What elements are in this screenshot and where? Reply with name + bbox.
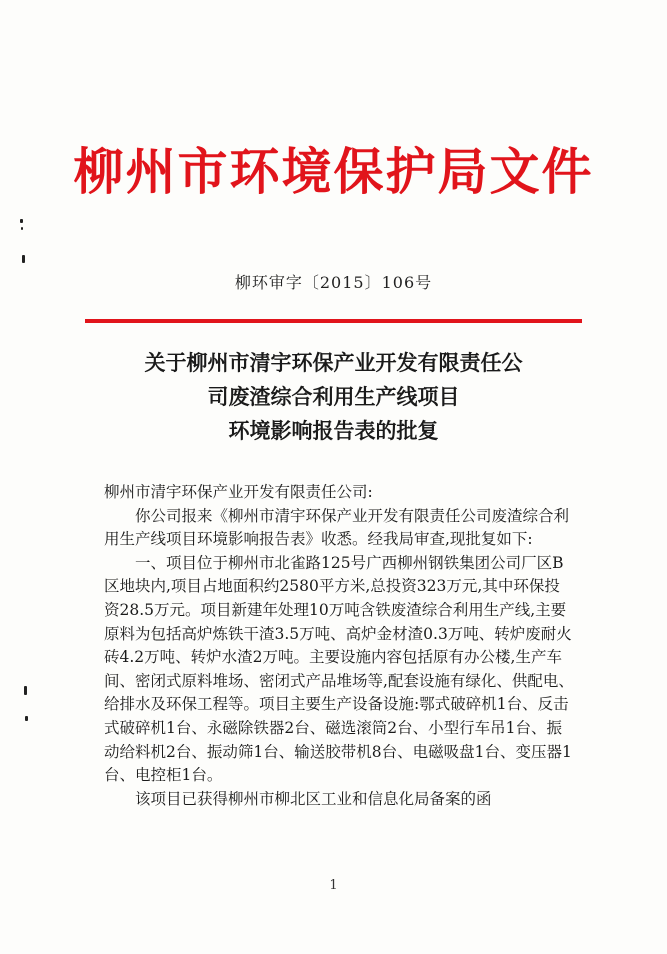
- document-body: [104, 481, 574, 811]
- page-number: 1: [329, 878, 338, 893]
- salutation: 柳州市清宇环保产业开发有限责任公司:: [104, 483, 373, 501]
- binding-hole-mark: [25, 716, 28, 721]
- subject-line-1: 关于柳州市清宇环保产业开发有限责任公: [144, 351, 523, 375]
- binding-hole-mark: [24, 686, 27, 695]
- body-paragraph-2: 一、项目位于柳州市北雀路125号广西柳州钢铁集团公司厂区B区地块内,项目占地面积约2580平方米,总投资323万元,其中环保投资28.5万元。项目新建年处理10万吨含铁废渣综合利用生产线,主要原料为包括高炉炼铁干渣3.5万吨、高炉金材渣0.3万吨、转炉废耐火砖4.2万吨、转炉水渣2万吨。主要设施内容包括原有办公楼,生产车间、密闭式原料堆场、密闭式产品堆场等,配套设施有绿化、供配电、给排水及环保工程等。项目主要生产设备设施:鄂式破碎机1台、反击式破碎机1台、永磁除铁器2台、磁选滚筒2台、小型行车吊1台、振动给料机2台、振动筛1台、输送胶带机8台、电磁吸盘1台、变压器1台、电控柜1台。: [104, 553, 574, 785]
- document-number: 柳环审字〔2015〕106号: [234, 273, 433, 292]
- red-divider-line: [85, 319, 582, 323]
- subject-line-3: 环境影响报告表的批复: [228, 419, 439, 443]
- subject-line-2: 司废渣综合利用生产线项目: [207, 385, 460, 409]
- binding-hole-mark: [21, 227, 23, 230]
- binding-hole-mark: [22, 255, 25, 263]
- body-paragraph-1: 你公司报来《柳州市清宇环保产业开发有限责任公司废渣综合利用生产线项目环境影响报告表》收悉。经我局审查,现批复如下:: [104, 506, 570, 549]
- document-header-title: 柳州市环境保护局文件: [73, 142, 594, 201]
- body-paragraph-3: 该项目已获得柳州市柳北区工业和信息化局备案的函: [135, 789, 492, 808]
- binding-hole-mark: [20, 219, 23, 223]
- document-subject: [60, 346, 607, 448]
